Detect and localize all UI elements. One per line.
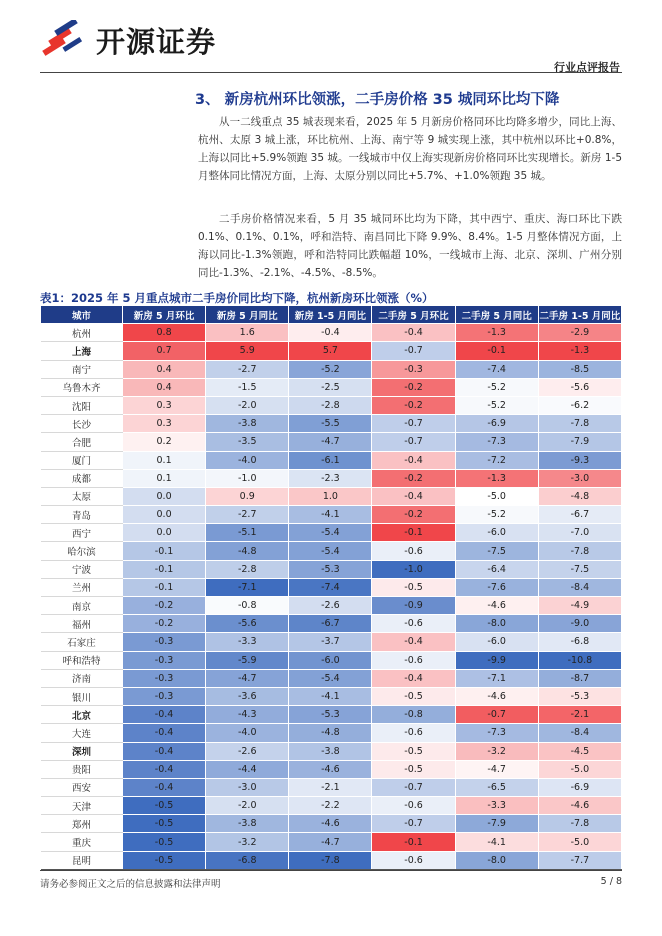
value-cell: -7.8 [538, 815, 621, 833]
value-cell: -5.6 [538, 378, 621, 396]
city-cell: 哈尔滨 [41, 542, 123, 560]
company-name: 开源证券 [96, 24, 217, 59]
section-title: 3、 新房杭州环比领涨，二手房价格 35 城同环比均下降 [195, 92, 560, 108]
value-cell: -0.1 [123, 560, 206, 578]
value-cell: -4.6 [289, 760, 372, 778]
value-cell: -2.1 [289, 778, 372, 796]
value-cell: -0.9 [372, 597, 455, 615]
col-header-new-mom: 新房 5 月环比 [123, 306, 206, 324]
value-cell: -0.1 [455, 342, 538, 360]
page-number: 5 / 8 [600, 876, 622, 887]
table-row [41, 360, 622, 378]
value-cell: -4.3 [206, 706, 289, 724]
table-row [41, 506, 622, 524]
value-cell: -6.8 [538, 633, 621, 651]
value-cell: -1.0 [372, 560, 455, 578]
city-cell: 成都 [41, 469, 123, 487]
table-row [41, 778, 622, 796]
value-cell: -5.9 [206, 651, 289, 669]
table-row [41, 433, 622, 451]
city-cell: 南京 [41, 597, 123, 615]
value-cell: -0.6 [372, 797, 455, 815]
value-cell: -0.8 [206, 597, 289, 615]
table-body [41, 324, 622, 870]
city-cell: 济南 [41, 669, 123, 687]
value-cell: -8.0 [455, 851, 538, 869]
value-cell: -6.9 [455, 415, 538, 433]
value-cell: -7.4 [289, 578, 372, 596]
value-cell: -4.4 [206, 760, 289, 778]
value-cell: -7.8 [289, 851, 372, 869]
value-cell: -4.0 [206, 724, 289, 742]
city-cell: 呼和浩特 [41, 651, 123, 669]
value-cell: -0.7 [372, 815, 455, 833]
value-cell: -0.2 [372, 378, 455, 396]
table-row [41, 687, 622, 705]
value-cell: -1.5 [206, 378, 289, 396]
table-row [41, 378, 622, 396]
value-cell: -7.1 [206, 578, 289, 596]
value-cell: -2.6 [206, 742, 289, 760]
value-cell: -5.2 [455, 506, 538, 524]
value-cell: -6.7 [538, 506, 621, 524]
value-cell: -5.4 [289, 542, 372, 560]
value-cell: -0.5 [372, 760, 455, 778]
table-row [41, 815, 622, 833]
value-cell: -0.5 [123, 851, 206, 869]
city-cell: 厦门 [41, 451, 123, 469]
city-cell: 乌鲁木齐 [41, 378, 123, 396]
value-cell: -0.1 [123, 578, 206, 596]
value-cell: 0.4 [123, 360, 206, 378]
col-header-new-yoy: 新房 5 月同比 [206, 306, 289, 324]
value-cell: 0.1 [123, 469, 206, 487]
value-cell: -0.2 [123, 615, 206, 633]
value-cell: -7.0 [538, 524, 621, 542]
value-cell: -6.4 [455, 560, 538, 578]
city-cell: 天津 [41, 797, 123, 815]
table-row [41, 742, 622, 760]
value-cell: -3.5 [206, 433, 289, 451]
value-cell: 1.6 [206, 324, 289, 342]
value-cell: -1.3 [455, 324, 538, 342]
table-row [41, 615, 622, 633]
value-cell: -7.2 [455, 451, 538, 469]
value-cell: -4.8 [289, 724, 372, 742]
city-cell: 西安 [41, 778, 123, 796]
city-cell: 杭州 [41, 324, 123, 342]
value-cell: -7.5 [455, 542, 538, 560]
city-cell: 昆明 [41, 851, 123, 869]
value-cell: 0.1 [123, 451, 206, 469]
table-row [41, 451, 622, 469]
value-cell: -0.7 [372, 433, 455, 451]
value-cell: 0.8 [123, 324, 206, 342]
value-cell: -5.2 [289, 360, 372, 378]
value-cell: -0.3 [123, 633, 206, 651]
value-cell: -0.6 [372, 615, 455, 633]
value-cell: -5.0 [538, 833, 621, 851]
table-row [41, 324, 622, 342]
value-cell: -0.5 [372, 578, 455, 596]
value-cell: -3.8 [206, 815, 289, 833]
value-cell: 0.3 [123, 396, 206, 414]
table-row [41, 797, 622, 815]
value-cell: -2.8 [206, 560, 289, 578]
value-cell: 0.0 [123, 524, 206, 542]
city-cell: 大连 [41, 724, 123, 742]
value-cell: -0.4 [372, 633, 455, 651]
city-cell: 合肥 [41, 433, 123, 451]
col-header-new-ytd: 新房 1-5 月同比 [289, 306, 372, 324]
city-cell: 南宁 [41, 360, 123, 378]
value-cell: -4.6 [455, 597, 538, 615]
col-header-used-yoy: 二手房 5 月同比 [455, 306, 538, 324]
value-cell: -4.1 [289, 506, 372, 524]
value-cell: -2.5 [289, 378, 372, 396]
value-cell: -7.3 [455, 724, 538, 742]
table-header-row [41, 306, 622, 324]
value-cell: -6.0 [289, 651, 372, 669]
value-cell: -10.8 [538, 651, 621, 669]
table-row [41, 524, 622, 542]
value-cell: -8.7 [538, 669, 621, 687]
value-cell: -8.4 [538, 724, 621, 742]
city-cell: 贵阳 [41, 760, 123, 778]
value-cell: -4.9 [538, 597, 621, 615]
value-cell: -4.8 [538, 487, 621, 505]
table-row [41, 560, 622, 578]
value-cell: 0.3 [123, 415, 206, 433]
value-cell: -5.2 [455, 378, 538, 396]
value-cell: -0.7 [455, 706, 538, 724]
value-cell: -0.4 [372, 451, 455, 469]
value-cell: -4.6 [455, 687, 538, 705]
company-logo [40, 18, 216, 62]
value-cell: -0.4 [372, 669, 455, 687]
table-row [41, 633, 622, 651]
value-cell: -5.5 [289, 415, 372, 433]
value-cell: -0.2 [123, 597, 206, 615]
value-cell: -6.0 [455, 633, 538, 651]
company-logo-mark-icon [40, 20, 88, 60]
value-cell: -7.7 [538, 851, 621, 869]
value-cell: -0.4 [372, 324, 455, 342]
value-cell: -3.8 [289, 742, 372, 760]
value-cell: -1.3 [538, 342, 621, 360]
city-cell: 长沙 [41, 415, 123, 433]
value-cell: -6.0 [455, 524, 538, 542]
table-row [41, 651, 622, 669]
value-cell: -5.0 [455, 487, 538, 505]
city-cell: 重庆 [41, 833, 123, 851]
table-row [41, 415, 622, 433]
value-cell: -0.2 [372, 506, 455, 524]
city-cell: 深圳 [41, 742, 123, 760]
value-cell: -0.4 [123, 760, 206, 778]
table-row [41, 542, 622, 560]
value-cell: -0.7 [372, 778, 455, 796]
value-cell: -0.4 [123, 724, 206, 742]
value-cell: -9.3 [538, 451, 621, 469]
value-cell: 5.7 [289, 342, 372, 360]
col-header-used-ytd: 二手房 1-5 月同比 [538, 306, 621, 324]
value-cell: -0.5 [372, 687, 455, 705]
city-cell: 太原 [41, 487, 123, 505]
value-cell: -3.3 [455, 797, 538, 815]
value-cell: -4.8 [206, 542, 289, 560]
value-cell: -0.6 [372, 542, 455, 560]
value-cell: -0.4 [372, 487, 455, 505]
value-cell: 0.0 [123, 506, 206, 524]
value-cell: -2.2 [289, 797, 372, 815]
value-cell: -4.5 [538, 742, 621, 760]
value-cell: 0.9 [206, 487, 289, 505]
value-cell: -0.3 [123, 687, 206, 705]
footer-disclaimer: 请务必参阅正文之后的信息披露和法律声明 [40, 879, 221, 890]
value-cell: -3.3 [206, 633, 289, 651]
value-cell: -1.0 [206, 469, 289, 487]
table-row [41, 487, 622, 505]
value-cell: -4.7 [289, 433, 372, 451]
value-cell: -4.1 [289, 687, 372, 705]
value-cell: -9.0 [538, 615, 621, 633]
value-cell: -0.6 [372, 724, 455, 742]
value-cell: -5.2 [455, 396, 538, 414]
table-row [41, 396, 622, 414]
value-cell: -0.4 [123, 778, 206, 796]
value-cell: -6.1 [289, 451, 372, 469]
value-cell: -2.1 [538, 706, 621, 724]
value-cell: 0.0 [123, 487, 206, 505]
value-cell: -4.7 [206, 669, 289, 687]
value-cell: -7.9 [538, 433, 621, 451]
value-cell: -0.3 [123, 669, 206, 687]
value-cell: -1.3 [455, 469, 538, 487]
table-row [41, 760, 622, 778]
city-cell: 郑州 [41, 815, 123, 833]
value-cell: -6.7 [289, 615, 372, 633]
value-cell: -4.7 [289, 833, 372, 851]
value-cell: -7.8 [538, 415, 621, 433]
value-cell: -3.2 [455, 742, 538, 760]
value-cell: -6.2 [538, 396, 621, 414]
value-cell: -3.2 [206, 833, 289, 851]
value-cell: -8.0 [455, 615, 538, 633]
value-cell: -9.9 [455, 651, 538, 669]
value-cell: -0.5 [372, 742, 455, 760]
header-divider [40, 72, 622, 73]
value-cell: -0.7 [372, 342, 455, 360]
value-cell: -2.0 [206, 396, 289, 414]
table-row [41, 669, 622, 687]
value-cell: -2.0 [206, 797, 289, 815]
city-cell: 上海 [41, 342, 123, 360]
value-cell: -0.1 [123, 542, 206, 560]
value-cell: -2.7 [206, 360, 289, 378]
value-cell: -0.1 [372, 833, 455, 851]
value-cell: -5.4 [289, 669, 372, 687]
table-row [41, 833, 622, 851]
value-cell: -6.9 [538, 778, 621, 796]
value-cell: -2.9 [538, 324, 621, 342]
value-cell: -4.0 [206, 451, 289, 469]
value-cell: 0.4 [123, 378, 206, 396]
table-row [41, 706, 622, 724]
value-cell: -3.0 [206, 778, 289, 796]
value-cell: -5.0 [538, 760, 621, 778]
value-cell: -7.6 [455, 578, 538, 596]
value-cell: -0.5 [123, 815, 206, 833]
value-cell: -0.4 [289, 324, 372, 342]
value-cell: -3.8 [206, 415, 289, 433]
table-row [41, 342, 622, 360]
value-cell: -8.4 [538, 578, 621, 596]
table-row [41, 469, 622, 487]
value-cell: -7.1 [455, 669, 538, 687]
city-cell: 西宁 [41, 524, 123, 542]
city-cell: 青岛 [41, 506, 123, 524]
value-cell: -3.0 [538, 469, 621, 487]
value-cell: -0.8 [372, 706, 455, 724]
value-cell: -6.5 [455, 778, 538, 796]
value-cell: -4.6 [538, 797, 621, 815]
col-header-used-mom: 二手房 5 月环比 [372, 306, 455, 324]
value-cell: -2.8 [289, 396, 372, 414]
table-row [41, 724, 622, 742]
value-cell: -7.5 [538, 560, 621, 578]
value-cell: -2.7 [206, 506, 289, 524]
city-cell: 兰州 [41, 578, 123, 596]
footer-divider [40, 870, 622, 871]
value-cell: -0.6 [372, 651, 455, 669]
value-cell: -5.1 [206, 524, 289, 542]
paragraph-second-hand: 二手房价格情况来看，5 月 35 城同环比均为下降，其中西宁、重庆、海口环比下跌 0.1%、0.1%、0.1%，呼和浩特、南昌同比下降 9.9%、8.4%。1-5 月整体情况方面，上海以同比-1.3%领跑，呼和浩特同比跌幅超 10%，一线城市上海、北京、深圳、广州分别同比-1.3%、-2.1%、-4.5%、-8.5%。 [198, 213, 622, 279]
value-cell: -0.3 [372, 360, 455, 378]
value-cell: -2.6 [289, 597, 372, 615]
city-cell: 福州 [41, 615, 123, 633]
value-cell: -5.6 [206, 615, 289, 633]
value-cell: 1.0 [289, 487, 372, 505]
city-cell: 沈阳 [41, 396, 123, 414]
value-cell: 0.7 [123, 342, 206, 360]
value-cell: -7.9 [455, 815, 538, 833]
city-cell: 银川 [41, 687, 123, 705]
value-cell: -0.7 [372, 415, 455, 433]
value-cell: -0.1 [372, 524, 455, 542]
value-cell: -5.3 [289, 560, 372, 578]
value-cell: -3.6 [206, 687, 289, 705]
col-header-city: 城市 [41, 306, 123, 324]
value-cell: -3.7 [289, 633, 372, 651]
report-type: 行业点评报告 [554, 61, 620, 74]
table-row [41, 578, 622, 596]
value-cell: -0.4 [123, 706, 206, 724]
value-cell: -0.2 [372, 469, 455, 487]
city-cell: 石家庄 [41, 633, 123, 651]
value-cell: -8.5 [538, 360, 621, 378]
value-cell: -0.6 [372, 851, 455, 869]
value-cell: -7.4 [455, 360, 538, 378]
value-cell: -4.1 [455, 833, 538, 851]
value-cell: 5.9 [206, 342, 289, 360]
value-cell: -0.5 [123, 797, 206, 815]
value-cell: -0.3 [123, 651, 206, 669]
value-cell: 0.2 [123, 433, 206, 451]
value-cell: -6.8 [206, 851, 289, 869]
value-cell: -5.4 [289, 524, 372, 542]
table-row [41, 851, 622, 869]
table-row [41, 597, 622, 615]
value-cell: -7.8 [538, 542, 621, 560]
value-cell: -0.5 [123, 833, 206, 851]
table-title: 表1：2025 年 5 月重点城市二手房价同比均下降，杭州新房环比领涨（%） [40, 291, 434, 305]
price-table [41, 306, 622, 870]
paragraph-new-homes: 从一二线重点 35 城表现来看，2025 年 5 月新房价格同环比均降多增少，同比上海、杭州、太原 3 城上涨，环比杭州、上海、南宁等 9 城实现上涨，其中杭州以环比+0.8%，上海以同比+5.9%领跑 35 城。一线城市中仅上海实现新房价格同环比实现增长。新房 1-5 月整体同比情况方面，上海、太原分别以同比+5.7%、+1.0%领跑 35 城。 [198, 116, 622, 182]
city-cell: 宁波 [41, 560, 123, 578]
value-cell: -5.3 [289, 706, 372, 724]
value-cell: -0.4 [123, 742, 206, 760]
value-cell: -2.3 [289, 469, 372, 487]
value-cell: -0.2 [372, 396, 455, 414]
value-cell: -4.7 [455, 760, 538, 778]
value-cell: -7.3 [455, 433, 538, 451]
value-cell: -4.6 [289, 815, 372, 833]
value-cell: -5.3 [538, 687, 621, 705]
city-cell: 北京 [41, 706, 123, 724]
